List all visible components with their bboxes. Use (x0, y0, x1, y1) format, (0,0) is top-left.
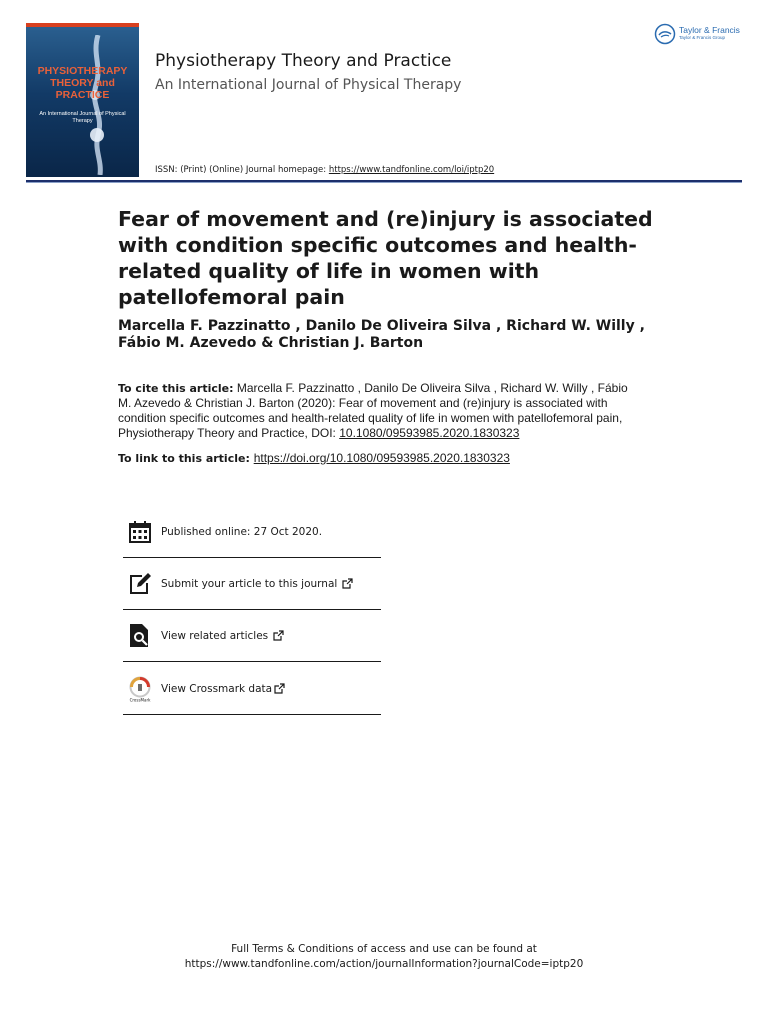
article-link-block (118, 451, 678, 466)
published-online-label: Published online: 27 Oct 2020. (161, 525, 323, 538)
issn-label: ISSN: (Print) (Online) Journal homepage: (155, 165, 329, 175)
journal-subtitle: An International Journal of Physical Therapy (155, 77, 462, 93)
link-label: To link to this article: (118, 452, 254, 465)
cover-title: PHYSIOTHERAPY THEORY and PRACTICE (37, 65, 128, 101)
cite-doi-link[interactable]: 10.1080/09593985.2020.1830323 (339, 426, 520, 440)
terms-url[interactable]: https://www.tandfonline.com/action/journalInformation?journalCode=iptp20 (184, 958, 584, 970)
calendar-icon (127, 519, 153, 545)
svg-text:CrossMark: CrossMark (129, 697, 151, 702)
external-link-icon (273, 630, 284, 641)
journal-title: Physiotherapy Theory and Practice (155, 51, 452, 71)
publisher-logo-icon (654, 23, 676, 45)
citation-block (118, 381, 638, 441)
cover-figure-graphic (84, 35, 110, 175)
cite-label: To cite this article: (118, 382, 234, 395)
crossmark-icon (127, 676, 153, 702)
issn-line (155, 165, 494, 175)
cover-subtitle: An International Journal of Physical Therapy (39, 111, 126, 124)
cite-text: Marcella F. Pazzinatto , Danilo De Oliveira Silva , Richard W. Willy , Fábio M. Azevedo & Christian J. Barton (2020): Fear of movement and (re)injury is associated with condition specific outcomes and health-related quality of life in women with patellofemoral pain, Physiotherapy Theory and Practice, DOI: (118, 381, 628, 440)
publisher-group: Taylor & Francis Group (679, 35, 726, 40)
journal-homepage-link[interactable]: https://www.tandfonline.com/loi/iptp20 (328, 165, 495, 175)
header-divider-light (26, 182, 742, 183)
submit-article-link[interactable] (123, 558, 381, 610)
terms-footer (0, 942, 768, 972)
external-link-icon (342, 578, 353, 589)
publisher-name: Taylor & Francis (679, 25, 740, 35)
published-online-row (123, 506, 381, 558)
article-title: Fear of movement and (re)injury is associated with condition specific outcomes and health-related quality of life in women with patellofemoral pain (118, 207, 653, 309)
edit-icon (127, 571, 153, 597)
article-doi-link[interactable]: https://doi.org/10.1080/09593985.2020.1830323 (253, 451, 510, 465)
related-articles-link[interactable] (123, 610, 381, 662)
crossmark-label: View Crossmark data (161, 682, 273, 695)
external-link-icon (274, 683, 285, 694)
publisher-logo[interactable] (654, 22, 740, 46)
search-document-icon (127, 623, 153, 649)
crossmark-link[interactable] (123, 663, 381, 715)
article-authors: Marcella F. Pazzinatto , Danilo De Oliveira Silva , Richard W. Willy , Fábio M. Azevedo & Christian J. Barton (118, 318, 645, 351)
submit-article-label: Submit your article to this journal (161, 577, 338, 590)
related-articles-label: View related articles (161, 629, 269, 642)
journal-cover-image (26, 23, 139, 177)
terms-line: Full Terms & Conditions of access and use can be found at (231, 943, 537, 955)
